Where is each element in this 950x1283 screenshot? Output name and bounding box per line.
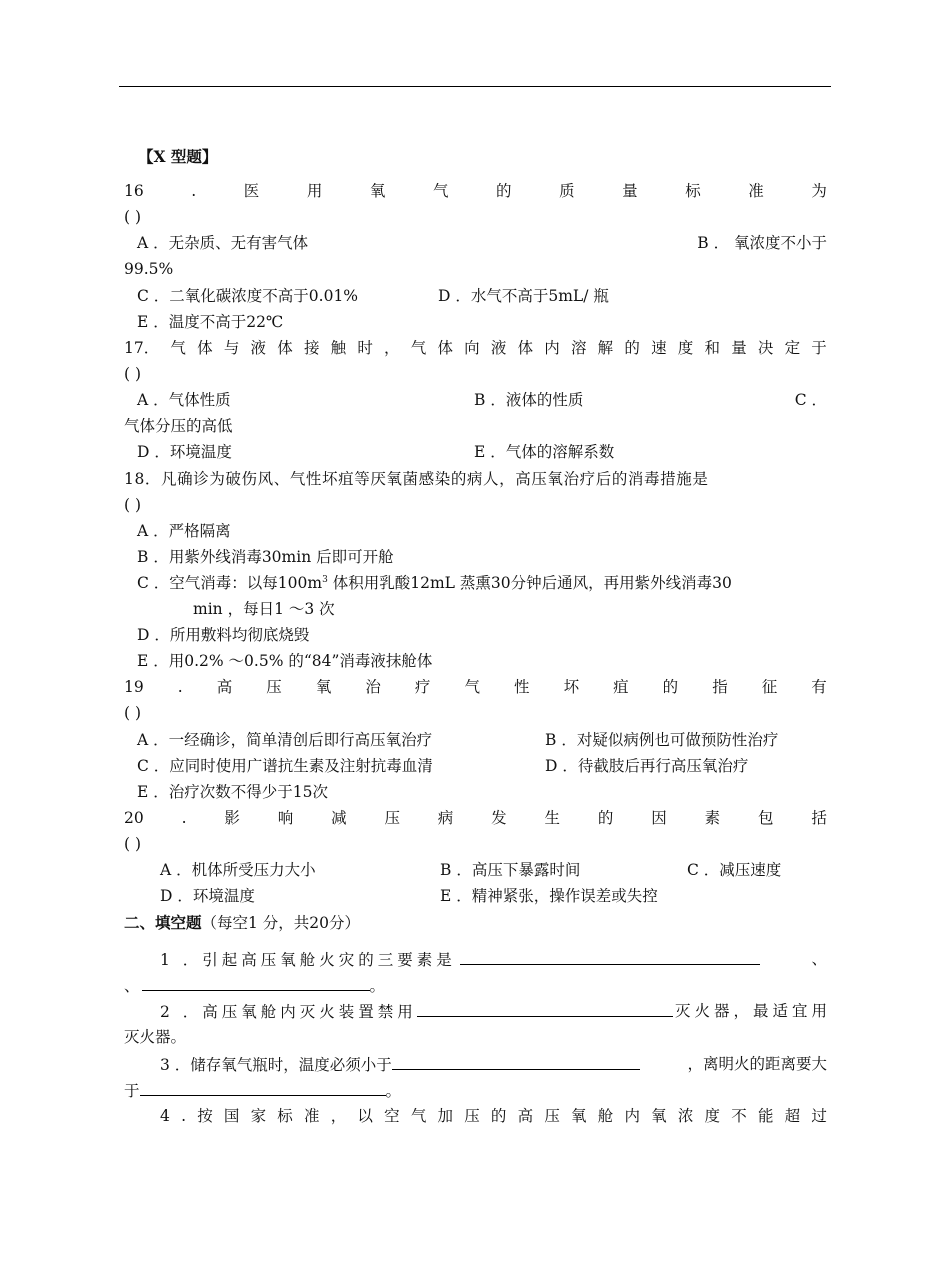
fill-4-stem <box>160 1103 827 1129</box>
f4-stem-token: 压 <box>464 1107 480 1125</box>
q20-stem-token: 响 <box>277 809 294 827</box>
q17-stem-token: 时 <box>357 339 373 357</box>
option-18-b: B ．用紫外线消毒30min 后即可开舱 <box>137 548 394 566</box>
section-x-heading: 【X 型题】 <box>138 147 218 166</box>
q20-stem-token: 压 <box>384 809 400 827</box>
fill-3-blank-1[interactable] <box>392 1051 640 1070</box>
fill-3-cont <box>124 1077 827 1103</box>
fill-2-blank-1[interactable] <box>417 998 673 1017</box>
option-20-a: A ．机体所受压力大小 <box>160 861 316 879</box>
q16-stem-token: 的 <box>496 182 512 200</box>
q17-stem-token: 气 <box>410 339 427 357</box>
fill-2-text: 2 ．高压氧舱内灭火装置禁用 <box>160 1003 417 1021</box>
q19-stem-token: 19 <box>124 678 144 696</box>
f4-stem-token: 不 <box>731 1107 747 1125</box>
q17-stem-token: 液 <box>250 339 267 357</box>
q19-stem-token: 治 <box>365 678 381 696</box>
q16-stem-token: 用 <box>306 182 323 200</box>
q16-stem-token: 气 <box>432 182 449 200</box>
q19-stem-token: 坏 <box>563 678 580 696</box>
f4-stem-token: 国 <box>223 1107 240 1125</box>
option-16-a: A ．无杂质、无有害气体 <box>137 234 309 252</box>
option-19-b: B ．对疑似病例也可做预防性治疗 <box>545 731 779 749</box>
q17-stem-token: 触 <box>330 339 347 357</box>
question-17-options-de <box>137 439 827 465</box>
q20-stem-token: 的 <box>597 809 614 827</box>
q19-stem-token: 气 <box>464 678 480 696</box>
question-17-paren: ( ) <box>124 365 142 383</box>
option-16-c: C ．二氧化碳浓度不高于0.01% <box>137 287 359 305</box>
f4-stem-token: 的 <box>490 1107 507 1125</box>
f4-stem-token: 内 <box>624 1107 640 1125</box>
q17-stem-token: 决 <box>757 339 774 357</box>
question-16-options-ab <box>137 230 827 256</box>
option-20-e: E ．精神紧张，操作误差或失控 <box>440 887 658 905</box>
q19-stem-token: 压 <box>266 678 282 696</box>
q17-stem-token: 定 <box>784 339 801 357</box>
question-16-paren: ( ) <box>124 208 142 226</box>
q17-stem-token: 向 <box>464 339 480 357</box>
q17-stem-token: 液 <box>490 339 507 357</box>
q16-stem-token: 标 <box>685 182 701 200</box>
q17-stem-token: 和 <box>704 339 720 357</box>
q17-stem-token: 的 <box>624 339 640 357</box>
option-20-c: C ．减压速度 <box>687 861 782 879</box>
q19-stem-token: 的 <box>662 678 679 696</box>
fill-1-cont-end: 。 <box>369 977 386 995</box>
q17-stem-token: ， <box>384 339 400 357</box>
question-17-stem <box>124 335 827 361</box>
q20-stem-token: 影 <box>224 809 240 827</box>
fill-1-sep: 、 <box>811 950 827 968</box>
option-20-b: B ．高压下暴露时间 <box>440 861 581 879</box>
option-18-d: D ．所用敷料均彻底烧毁 <box>137 626 310 644</box>
option-18-c-part1: C ．空气消毒：以每100m <box>137 574 323 592</box>
option-18-c-part2: 体积用乳酸12mL 蒸熏30分钟后通风，再用紫外线消毒30 <box>327 574 732 592</box>
q19-stem-token: 氧 <box>315 678 332 696</box>
option-20-d: D ．环境温度 <box>160 887 255 905</box>
q17-stem-token: 接 <box>303 339 320 357</box>
f4-stem-token: 以 <box>357 1107 373 1125</box>
q20-stem-token: 病 <box>437 809 454 827</box>
fill-3 <box>160 1051 827 1077</box>
q19-stem-token: . <box>177 678 183 696</box>
q16-stem-token: 为 <box>811 182 827 200</box>
option-18-a: A ．严格隔离 <box>137 522 231 540</box>
q16-stem-token: 16 <box>124 182 144 200</box>
option-19-d: D ．待截肢后再行高压氧治疗 <box>545 757 749 775</box>
question-16-stem <box>124 178 827 204</box>
f4-stem-token: 空 <box>384 1107 400 1125</box>
fill-3-cont-end: 。 <box>385 1082 402 1100</box>
fill-2 <box>160 998 831 1024</box>
q19-stem-token: 指 <box>712 678 728 696</box>
q19-stem-token: 有 <box>811 678 827 696</box>
q17-stem-token: 体 <box>517 339 534 357</box>
option-17-d: D ．环境温度 <box>137 443 232 461</box>
option-17-c-cont: 气体分压的高低 <box>124 417 233 435</box>
q16-stem-token: . <box>191 182 197 200</box>
f4-stem-token: 能 <box>757 1107 774 1125</box>
q19-stem-token: 高 <box>216 678 233 696</box>
f4-stem-token: 标 <box>277 1107 293 1125</box>
q17-stem-token: 度 <box>677 339 694 357</box>
f4-stem-token: 家 <box>250 1107 267 1125</box>
option-18-c-cont: min ，每日1 ～3 次 <box>193 600 335 618</box>
q16-stem-token: 医 <box>243 182 260 200</box>
f4-stem-token: ， <box>330 1107 347 1125</box>
option-16-b-cont: 99.5% <box>124 260 174 278</box>
question-19-options-ab <box>137 727 827 753</box>
question-18-paren: ( ) <box>124 496 142 514</box>
f4-stem-token: 准 <box>304 1107 320 1125</box>
q17-stem-token: 体 <box>277 339 293 357</box>
f4-stem-token: 高 <box>517 1107 534 1125</box>
q17-stem-token: 内 <box>544 339 560 357</box>
fill-2-after: 灭火器，最适宜用 <box>674 1002 831 1020</box>
fill-3-cont-start: 于 <box>124 1082 140 1100</box>
f4-stem-token: 加 <box>437 1107 454 1125</box>
q19-stem-token: 性 <box>514 678 530 696</box>
q19-stem-token: 疗 <box>414 678 431 696</box>
q20-stem-token: 发 <box>491 809 507 827</box>
q17-stem-token: 于 <box>811 339 827 357</box>
q17-stem-token: 速 <box>651 339 667 357</box>
question-20-options-de <box>160 883 827 909</box>
section-2-title: 二、填空题 <box>124 913 202 932</box>
fill-3-text: 3 ．储存氧气瓶时，温度必须小于 <box>160 1056 392 1074</box>
f4-stem-token: 压 <box>544 1107 560 1125</box>
q19-stem-token: 疽 <box>613 678 629 696</box>
f4-stem-token: 舱 <box>597 1107 614 1125</box>
option-19-c: C ．应同时使用广谱抗生素及注射抗毒血清 <box>137 757 433 775</box>
fill-1-blank-1[interactable] <box>460 946 760 965</box>
f4-stem-token: 按 <box>197 1107 213 1125</box>
option-17-b: B ．液体的性质 <box>474 391 584 409</box>
q20-stem-token: 生 <box>544 809 561 827</box>
section-2-heading <box>124 910 827 936</box>
f4-stem-token: 氧 <box>571 1107 587 1125</box>
q20-stem-token: . <box>181 809 187 827</box>
q17-stem-token: 体 <box>197 339 213 357</box>
header-rule <box>119 86 831 87</box>
option-18-c-sup: 3 <box>322 574 328 585</box>
question-19-stem <box>124 674 827 700</box>
q17-stem-token: 17． <box>124 339 160 357</box>
f4-stem-token: 气 <box>410 1107 427 1125</box>
question-19-paren: ( ) <box>124 704 142 722</box>
q17-stem-token: 体 <box>437 339 453 357</box>
fill-3-blank-2[interactable] <box>140 1077 386 1096</box>
option-18-e: E ．用0.2% ～0.5% 的“84”消毒液抹舱体 <box>137 652 433 670</box>
option-17-e: E ．气体的溶解系数 <box>474 443 615 461</box>
question-20-paren: ( ) <box>124 835 142 853</box>
fill-1-blank-2[interactable] <box>142 972 370 991</box>
q16-stem-token: 氧 <box>369 182 386 200</box>
q16-stem-token: 准 <box>748 182 764 200</box>
f4-stem-token: 氧 <box>651 1107 667 1125</box>
f4-stem-token: 浓 <box>677 1107 694 1125</box>
q17-stem-token: 与 <box>223 339 240 357</box>
q16-stem-token: 量 <box>622 182 638 200</box>
option-19-e: E ．治疗次数不得少于15次 <box>137 783 328 801</box>
option-17-c: C ． <box>794 391 827 409</box>
question-20-options-abc <box>160 857 827 883</box>
question-20-stem <box>124 805 827 831</box>
f4-stem-token: 4 <box>160 1107 170 1125</box>
question-16-options-cd <box>137 283 827 309</box>
f4-stem-token: 超 <box>784 1107 801 1125</box>
option-16-e: E ．温度不高于22℃ <box>137 313 284 331</box>
q17-stem-token: 量 <box>731 339 747 357</box>
q20-stem-token: 20 <box>124 809 144 827</box>
q17-stem-token: 气 <box>170 339 186 357</box>
question-19-options-cd <box>137 753 827 779</box>
q17-stem-token: 溶 <box>570 339 587 357</box>
fill-2-cont: 灭火器。 <box>124 1028 187 1046</box>
q20-stem-token: 括 <box>811 809 827 827</box>
section-2-note: （每空1 分，共20分） <box>201 914 361 932</box>
f4-stem-token: 度 <box>704 1107 721 1125</box>
q17-stem-token: 解 <box>597 339 614 357</box>
question-17-options-abc <box>137 387 827 413</box>
option-19-a: A ．一经确诊，简单清创后即行高压氧治疗 <box>137 731 433 749</box>
q20-stem-token: 包 <box>757 809 774 827</box>
q20-stem-token: 因 <box>651 809 667 827</box>
q19-stem-token: 征 <box>761 678 778 696</box>
fill-1-cont <box>124 972 827 998</box>
fill-1-cont-start: 、 <box>124 977 140 995</box>
f4-stem-token: 过 <box>811 1107 827 1125</box>
option-17-a: A ．气体性质 <box>137 391 231 409</box>
q20-stem-token: 素 <box>704 809 721 827</box>
option-18-c <box>137 570 827 596</box>
question-18-stem: 18．凡确诊为破伤风、气性坏疽等厌氧菌感染的病人，高压氧治疗后的消毒措施是 <box>124 470 709 488</box>
q16-stem-token: 质 <box>559 182 575 200</box>
fill-3-after: ，离明火的距离要大 <box>687 1055 827 1073</box>
q20-stem-token: 减 <box>331 809 347 827</box>
fill-1 <box>160 946 827 972</box>
f4-stem-token: . <box>181 1107 186 1125</box>
option-16-d: D ．水气不高于5mL/ 瓶 <box>438 287 609 305</box>
option-16-b: B ． 氧浓度不小于 <box>697 234 827 252</box>
fill-1-text: 1 ．引起高压氧舱火灾的三要素是 <box>160 951 456 969</box>
